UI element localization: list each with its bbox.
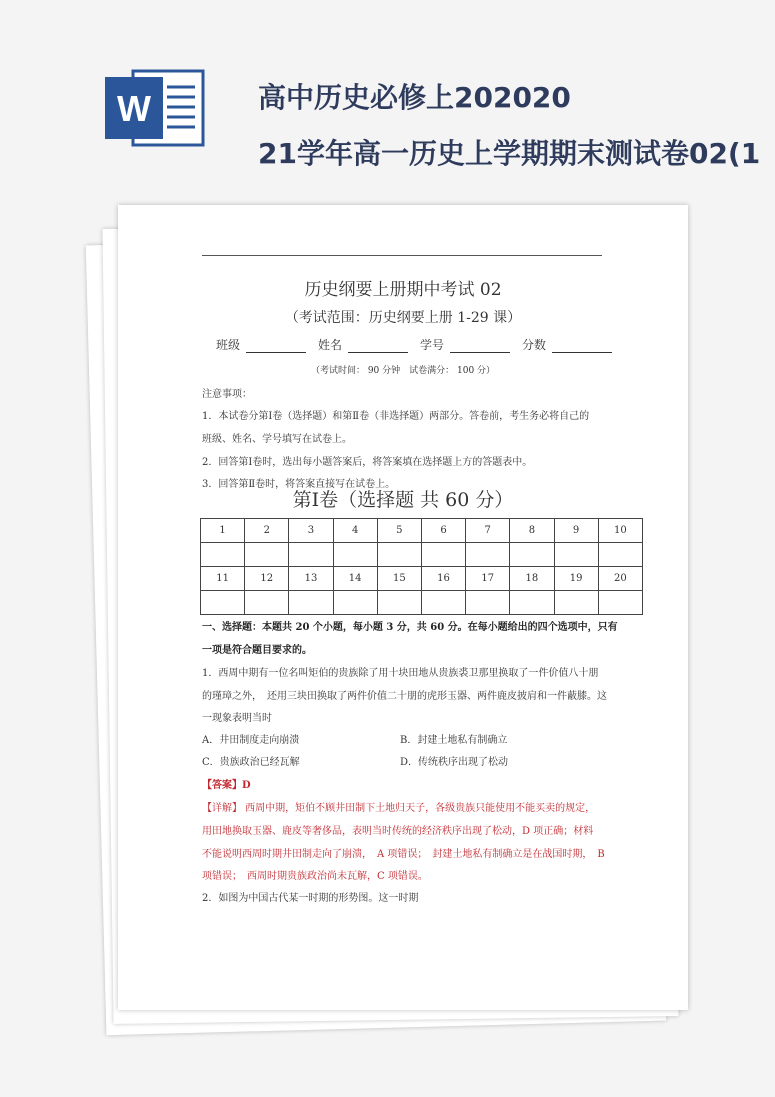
answer-cell bbox=[333, 591, 377, 615]
answer-cell bbox=[598, 591, 642, 615]
answer-cell bbox=[289, 591, 333, 615]
question-number-cell: 1 bbox=[201, 519, 245, 543]
answer-cell bbox=[466, 591, 510, 615]
answer-cell bbox=[289, 543, 333, 567]
word-icon bbox=[105, 65, 205, 151]
answer-cell bbox=[466, 543, 510, 567]
explanation: 不能说明西周时期井田制走向了崩溃， A 项错误； 封建土地私有制确立是在战国时期， B bbox=[202, 849, 605, 860]
answer-cell bbox=[598, 543, 642, 567]
question-text: 1．西周中期有一位名叫矩伯的贵族除了用十块田地从贵族裘卫那里换取了一件价值八十朋 bbox=[202, 668, 599, 679]
note: 班级、姓名、学号填写在试卷上。 bbox=[202, 434, 352, 445]
time-info: （考试时间： 90 分钟 试卷满分： 100 分） bbox=[310, 366, 496, 376]
answer-cell bbox=[421, 543, 465, 567]
question-number-cell: 8 bbox=[510, 519, 554, 543]
field-label: 姓名 bbox=[318, 338, 343, 352]
answer-cell bbox=[510, 591, 554, 615]
question-number-cell: 12 bbox=[245, 567, 289, 591]
answer-cell bbox=[510, 543, 554, 567]
instructions: 一项是符合题目要求的。 bbox=[202, 645, 312, 656]
option-d: D．传统秩序出现了松动 bbox=[400, 757, 509, 768]
field-label: 班级 bbox=[216, 338, 241, 352]
question-number-cell: 10 bbox=[598, 519, 642, 543]
answer-cell bbox=[201, 543, 245, 567]
answer-cell bbox=[554, 543, 598, 567]
explanation: 用田地换取玉器、鹿皮等奢侈品，表明当时传统的经济秩序出现了松动，D 项正确；材料 bbox=[202, 826, 594, 837]
question-number-cell: 2 bbox=[245, 519, 289, 543]
explanation: 项错误； 西周时期贵族政治尚未瓦解，C 项错误。 bbox=[202, 871, 428, 882]
document-title bbox=[258, 70, 768, 182]
answer-cell bbox=[245, 543, 289, 567]
question-text: 2．如图为中国古代某一时期的形势图。这一时期 bbox=[202, 893, 419, 904]
question-number-cell: 3 bbox=[289, 519, 333, 543]
answer: 【答案】D bbox=[202, 780, 251, 791]
answer-cell bbox=[333, 543, 377, 567]
question-number-cell: 9 bbox=[554, 519, 598, 543]
student-fields bbox=[216, 336, 618, 353]
answer-cell bbox=[201, 591, 245, 615]
note: 1．本试卷分第Ⅰ卷（选择题）和第Ⅱ卷（非选择题）两部分。答卷前，考生务必将自己的 bbox=[202, 411, 590, 422]
field-label: 学号 bbox=[420, 338, 445, 352]
question-number-cell: 17 bbox=[466, 567, 510, 591]
question-number-cell: 19 bbox=[554, 567, 598, 591]
question-number-cell: 7 bbox=[466, 519, 510, 543]
instructions: 一、选择题：本题共 20 个小题，每小题 3 分，共 60 分。在每小题给出的四个选项中，只有 bbox=[202, 622, 618, 633]
question-text: 一现象表明当时 bbox=[202, 713, 272, 724]
svg-text:W: W bbox=[117, 88, 151, 129]
question-number-cell: 14 bbox=[333, 567, 377, 591]
question-number-cell: 6 bbox=[421, 519, 465, 543]
divider bbox=[202, 255, 602, 256]
exam-scope: （考试范围：历史纲要上册 1-29 课） bbox=[284, 310, 522, 326]
field-label: 分数 bbox=[522, 338, 547, 352]
explanation: 【详解】 西周中期，矩伯不顾井田制下土地归天子，各级贵族只能使用不能买卖的规定， bbox=[202, 803, 596, 814]
option-b: B．封建土地私有制确立 bbox=[400, 735, 508, 746]
answer-cell bbox=[377, 591, 421, 615]
answer-cell bbox=[554, 591, 598, 615]
note: 2．回答第Ⅰ卷时，选出每小题答案后，将答案填在选择题上方的答题表中。 bbox=[202, 457, 533, 468]
question-number-cell: 4 bbox=[333, 519, 377, 543]
answer-cell bbox=[245, 591, 289, 615]
question-number-cell: 18 bbox=[510, 567, 554, 591]
question-number-cell: 15 bbox=[377, 567, 421, 591]
notes-label: 注意事项： bbox=[202, 389, 252, 400]
title-line-1: 高中历史必修上202020 bbox=[258, 81, 571, 114]
question-number-cell: 16 bbox=[421, 567, 465, 591]
answer-table bbox=[200, 518, 643, 615]
question-text: 的瑾璋之外， 还用三块田换取了两件价值二十朋的虎形玉器、两件鹿皮披肩和一件蔽膝。这 bbox=[202, 691, 607, 702]
title-line-2: 21学年高一历史上学期期末测试卷02(1 bbox=[258, 137, 761, 170]
section-title: 第Ⅰ卷（选择题 共 60 分） bbox=[292, 489, 514, 511]
answer-cell bbox=[377, 543, 421, 567]
question-number-cell: 20 bbox=[598, 567, 642, 591]
answer-cell bbox=[421, 591, 465, 615]
document-page bbox=[118, 205, 688, 1010]
question-number-cell: 11 bbox=[201, 567, 245, 591]
option-c: C．贵族政治已经瓦解 bbox=[202, 757, 300, 768]
exam-title: 历史纲要上册期中考试 02 bbox=[304, 280, 502, 300]
note: 3．回答第Ⅱ卷时，将答案直接写在试卷上。 bbox=[202, 479, 396, 490]
option-a: A．井田制度走向崩溃 bbox=[202, 735, 300, 746]
question-number-cell: 13 bbox=[289, 567, 333, 591]
question-number-cell: 5 bbox=[377, 519, 421, 543]
